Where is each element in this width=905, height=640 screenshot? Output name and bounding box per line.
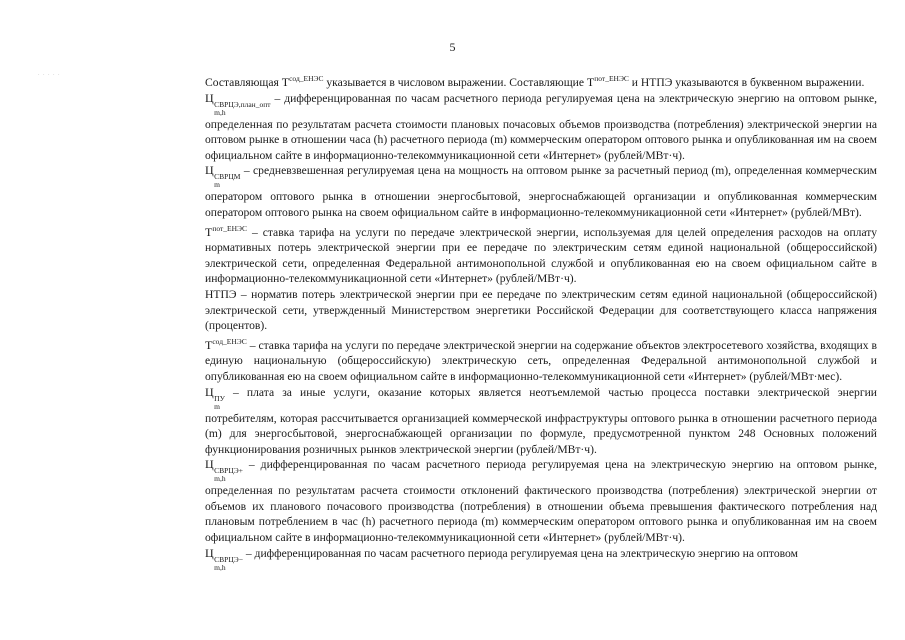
symbol-price: Ц СВРЦЭ− m,h: [205, 545, 243, 572]
paragraph-intro: [205, 71, 877, 91]
paragraph-ntpe: [205, 287, 877, 334]
paragraph-text: – плата за иные услуги, оказание которых является неотъемлемой частью процесса поставки электрической энергии потребителям, которая рассчитывается организацией коммерческой инфраструктуры оптового рынка в отношении расчетного периода (m) для энергосбытовой, энергоснабжающей организации по формуле, предусмотренной пунктом 248 Основных положений функционирования розничных рынков электрической энергии (рублей/МВт·ч).: [205, 385, 877, 456]
symbol-price: Ц ПУ m: [205, 384, 225, 411]
paragraph-text: Составляющая: [205, 76, 282, 89]
paragraph-text: указывается в числовом выражении. Составляющие: [323, 76, 587, 89]
symbol-t-sod-enes: $Т^{сод\_ЕНЭС}$: [281, 74, 324, 89]
symbol-price: Ц СВРЦЭ,план_опт m,h: [205, 90, 271, 117]
paragraph-price-svrce-plus: [205, 457, 877, 545]
symbol-price: Ц СВРЦЭ+ m,h: [205, 457, 243, 484]
document-body: [205, 71, 877, 572]
symbol-tariff: $Т^{сод\_ЕНЭС}$: [205, 336, 247, 352]
paragraph-text: – ставка тарифа на услуги по передаче электрической энергии на содержание объектов электросетевого хозяйства, входящих в единую национальную (общероссийскую) электрическую сеть, определенная Федеральной антимонопольной службой и опубликованная ею на своем официальном сайте в информационно-телекоммуникационной сети «Интернет» (рублей/МВт·мес).: [205, 338, 877, 383]
paragraph-text: – дифференцированная по часам расчетного периода регулируемая цена на электрическую энергию на оптовом рынке, определенная по результатам расчета стоимости отклонений фактического производства (потребления) электрической энергии от объемов их планового почасового производства (потребления) в отношении объема превышения фактического потребления над плановым потреблением в час (h) расчетного периода (m) коммерческим оператором оптового рынка и опубликованная им на своем официальном сайте в информационно-телекоммуникационной сети «Интернет» (рублей/МВт·ч).: [205, 458, 877, 545]
paragraph-price-svrce-minus: [205, 546, 877, 572]
paragraph-price-pu: [205, 385, 877, 458]
paragraph-text: – дифференцированная по часам расчетного периода регулируемая цена на электрическую энергию на оптовом: [242, 546, 798, 560]
margin-mark: . . . . .: [38, 71, 61, 77]
page-number: 5: [449, 40, 456, 54]
paragraph-tariff-sod-enes: [205, 334, 877, 385]
paragraph-text: и НТПЭ указываются в буквенном выражении.: [628, 76, 865, 89]
paragraph-text: – ставка тарифа на услуги по передаче электрической энергии, используемая для целей определения расходов на оплату нормативных потерь электрической энергии при ее передаче по электрическим сетям единой национальной (общероссийской) электрической сети, определенная Федеральной антимонопольной службой и опубликованная ею на своем официальном сайте в информационно-телекоммуникационной сети «Интернет» (рублей/МВт·ч).: [205, 225, 877, 286]
paragraph-tariff-pot-enes: [205, 221, 877, 287]
paragraph-text: НТПЭ – норматив потерь электрической энергии при ее передаче по электрическим сетям единой национальной (общероссийской) электрической сети, утвержденный Министерством энергетики Российской Федерации для соответствующего класса напряжения (процентов).: [205, 287, 877, 333]
symbol-tariff: $Т^{пот\_ЕНЭС}$: [205, 223, 247, 239]
paragraph-price-svrc-plan-opt: [205, 91, 877, 164]
paragraph-text: – средневзвешенная регулируемая цена на мощность на оптовом рынке за расчетный период (m), определенная коммерческим оператором оптового рынка в отношении энергосбытовой, энергоснабжающей организации и опубликованная коммерческим оператором оптового рынка на своем официальном сайте в информационно-телекоммуникационной сети «Интернет» (рублей/МВт).: [205, 164, 877, 219]
paragraph-text: – дифференцированная по часам расчетного периода регулируемая цена на электрическую энергию на оптовом рынке, определенная по результатам расчета стоимости плановых почасовых объемов производства (потребления) электрической энергии на оптовом рынке в отношении часа (h) расчетного периода (m) коммерческим оператором оптового рынка и опубликованная им на своем официальном сайте в информационно-телекоммуникационной сети «Интернет» (рублей/МВт·ч).: [205, 91, 877, 162]
symbol-t-pot-enes: $Т^{пот\_ЕНЭС}$: [586, 74, 629, 89]
paragraph-price-svrcm: [205, 163, 877, 220]
symbol-price: Ц СВРЦМ m: [205, 163, 241, 190]
